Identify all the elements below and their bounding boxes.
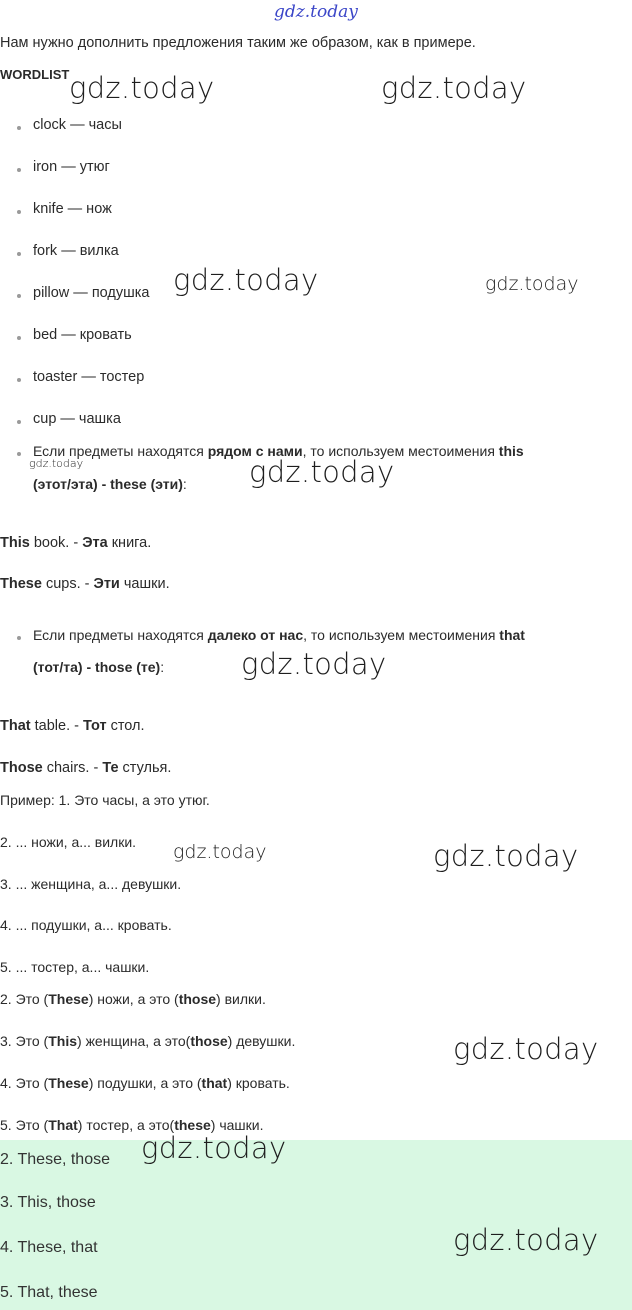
rule-pronouns: (этот/эта) - these (эти) (33, 476, 183, 492)
watermark: gdz.today (433, 839, 579, 873)
bullet (17, 126, 21, 130)
rule-pronoun: this (498, 443, 524, 459)
bullet (17, 378, 21, 382)
answer-line: 3. This, those (0, 1194, 96, 1211)
rule-colon: : (160, 659, 165, 675)
example-text: chairs. - (42, 760, 103, 776)
example-pronoun-ru: Тот (83, 718, 107, 734)
list-item: cup — чашка (33, 411, 121, 427)
rule-text: Если предметы находятся (33, 627, 208, 643)
list-item: knife — нож (33, 201, 112, 217)
example-text: книга. (107, 535, 152, 551)
watermark: gdz.today (141, 1131, 287, 1165)
watermark: gdz.today (69, 71, 215, 105)
example-text: cups. - (41, 576, 94, 592)
rule-far-line2 (33, 658, 164, 676)
example-text: book. - (29, 535, 83, 551)
filled-pronoun: those (190, 1033, 228, 1049)
list-item: iron — утюг (33, 159, 110, 175)
watermark: gdz.today (241, 647, 387, 681)
filled-text: 3. Это ( (0, 1033, 49, 1049)
example-line: Пример: 1. Это часы, а это утюг. (0, 792, 210, 808)
example-pronoun-ru: Те (102, 760, 119, 776)
rule-far-line1 (33, 626, 525, 644)
filled-text: 5. Это ( (0, 1117, 49, 1133)
filled-pronoun: These (48, 1075, 89, 1091)
watermark-top: gdz.today (274, 2, 358, 22)
watermark: gdz.today (453, 1032, 599, 1066)
answer-line: 5. That, these (0, 1284, 98, 1301)
example-pronoun-ru: Эти (93, 576, 120, 592)
watermark: gdz.today (173, 841, 267, 863)
intro-text: Нам нужно дополнить предложения таким же образом, как в примере. (0, 35, 476, 51)
wordlist-title: WORDLIST (0, 67, 70, 82)
filled-pronoun: That (48, 1117, 78, 1133)
example-pronoun: Those (0, 760, 43, 776)
watermark: gdz.today (249, 455, 395, 489)
rule-text: , то используем местоимения (302, 443, 499, 459)
answer-line: 2. These, those (0, 1151, 110, 1168)
filled-text: ) чашки. (210, 1117, 264, 1133)
filled-line (0, 1032, 295, 1050)
filled-text: ) вилки. (216, 991, 266, 1007)
task-line: 2. ... ножи, а... вилки. (0, 834, 137, 850)
example-far-1 (0, 717, 145, 735)
task-line: 3. ... женщина, а... девушки. (0, 876, 182, 892)
bullet (17, 210, 21, 214)
task-line: 4. ... подушки, а... кровать. (0, 917, 172, 933)
rule-emphasis: далеко от нас (207, 627, 304, 643)
filled-line (0, 990, 266, 1008)
filled-text: ) ножи, а это ( (88, 991, 179, 1007)
filled-text: ) девушки. (227, 1033, 296, 1049)
watermark: gdz.today (173, 263, 319, 297)
filled-text: ) подушки, а это ( (88, 1075, 202, 1091)
rule-pronouns: (тот/та) - those (те) (33, 659, 161, 675)
bullet (17, 336, 21, 340)
bullet (17, 294, 21, 298)
list-item: fork — вилка (33, 243, 119, 259)
filled-pronoun: that (201, 1075, 228, 1091)
watermark: gdz.today (29, 457, 84, 470)
bullet (17, 420, 21, 424)
example-pronoun: This (0, 535, 30, 551)
list-item: toaster — тостер (33, 369, 145, 385)
filled-pronoun: This (48, 1033, 78, 1049)
list-item: pillow — подушка (33, 285, 150, 301)
example-text: table. - (30, 718, 83, 734)
example-pronoun: That (0, 718, 31, 734)
filled-pronoun: these (174, 1117, 211, 1133)
filled-text: 2. Это ( (0, 991, 49, 1007)
filled-text: 4. Это ( (0, 1075, 49, 1091)
filled-pronoun: those (178, 991, 217, 1007)
filled-text: ) тостер, а это( (77, 1117, 175, 1133)
watermark: gdz.today (485, 273, 579, 295)
rule-emphasis: рядом с нами (207, 443, 303, 459)
example-pronoun-ru: Эта (82, 535, 108, 551)
bullet (17, 168, 21, 172)
example-near-2 (0, 575, 170, 593)
example-pronoun: These (0, 576, 42, 592)
filled-line (0, 1074, 290, 1092)
rule-text: , то используем местоимения (303, 627, 500, 643)
filled-pronoun: These (48, 991, 89, 1007)
task-line: 5. ... тостер, а... чашки. (0, 959, 150, 975)
example-near-1 (0, 534, 151, 552)
answer-line: 4. These, that (0, 1239, 98, 1256)
bullet (17, 452, 21, 456)
rule-pronoun: that (499, 627, 525, 643)
watermark: gdz.today (381, 71, 527, 105)
example-text: чашки. (119, 576, 170, 592)
filled-text: ) кровать. (227, 1075, 290, 1091)
filled-text: ) женщина, а это( (77, 1033, 191, 1049)
rule-colon: : (182, 476, 187, 492)
example-text: стулья. (118, 760, 172, 776)
list-item: clock — часы (33, 117, 122, 133)
list-item: bed — кровать (33, 327, 132, 343)
bullet (17, 636, 21, 640)
rule-text: Если предметы находятся (33, 443, 208, 459)
example-far-2 (0, 759, 171, 777)
bullet (17, 252, 21, 256)
rule-near-line2 (33, 475, 187, 493)
example-text: стол. (106, 718, 145, 734)
watermark: gdz.today (453, 1223, 599, 1257)
